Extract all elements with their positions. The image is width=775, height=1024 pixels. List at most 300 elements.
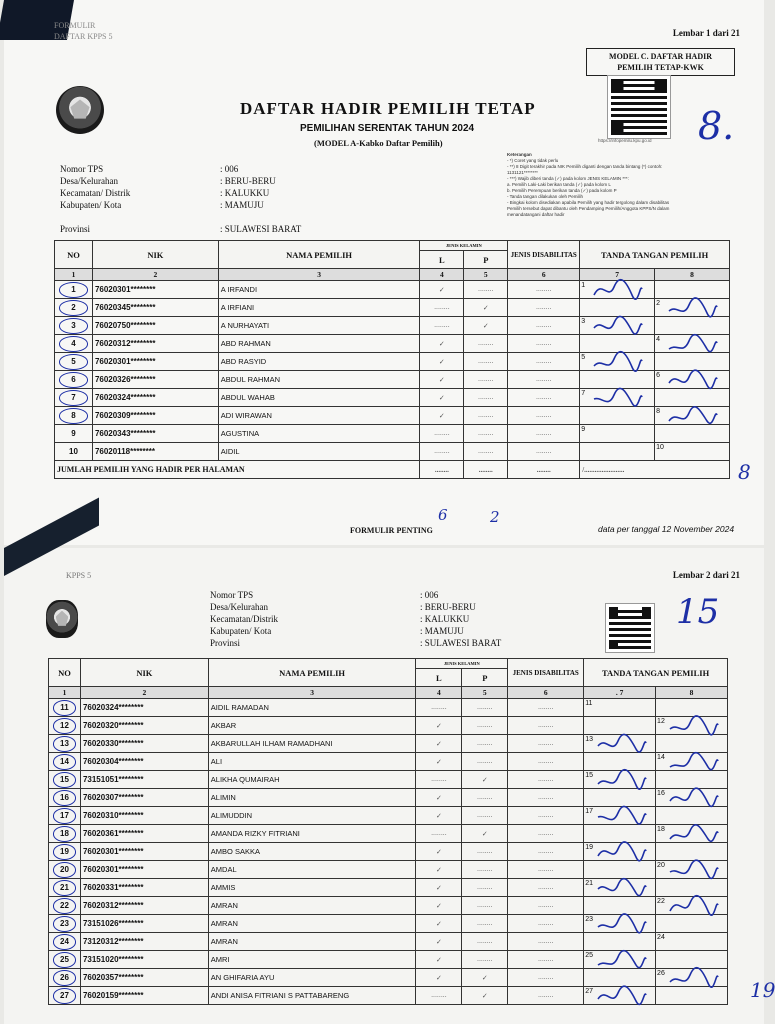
info-row [210, 614, 469, 624]
header-l: L [420, 251, 464, 269]
ink-circle [53, 844, 77, 860]
header-no: NO [49, 659, 81, 687]
col-index: 5 [464, 269, 508, 281]
header-disabilitas: JENIS DISABILITAS [508, 241, 580, 269]
header-nik: NIK [80, 659, 208, 687]
row-number: 9 [55, 425, 93, 443]
row-disabilitas: ........ [508, 987, 584, 1005]
voter-row [49, 699, 728, 717]
signature-scribble [596, 731, 648, 757]
row-gender-p: ........ [464, 353, 508, 371]
header-jenis-kelamin: JENIS KELAMIN [420, 241, 508, 251]
info-value: : 006 [420, 590, 439, 600]
row-disabilitas: ........ [508, 861, 584, 879]
row-disabilitas: ........ [508, 915, 584, 933]
signature-scribble [596, 875, 648, 901]
col-index: 6 [508, 687, 584, 699]
signature-slot-number: 4 [656, 336, 660, 343]
info-value: : 006 [220, 164, 239, 174]
info-label: Desa/Kelurahan [210, 602, 268, 612]
row-name: AIDIL RAMADAN [208, 699, 416, 717]
col-index: 3 [208, 687, 416, 699]
signature-slot-number: 6 [656, 372, 660, 379]
ink-circle [53, 772, 77, 788]
kpu-logo [46, 600, 78, 638]
row-number: 17 [49, 807, 81, 825]
handwritten-mark: 15 [676, 592, 720, 632]
col-index: 1 [49, 687, 81, 699]
row-disabilitas: ........ [508, 317, 580, 335]
signature-slot-number: 19 [585, 844, 593, 851]
row-number: 20 [49, 861, 81, 879]
row-disabilitas: ........ [508, 735, 584, 753]
row-gender-p: ✓ [464, 317, 508, 335]
header-nama: NAMA PEMILIH [208, 659, 416, 687]
row-nik: 76020324******** [92, 389, 218, 407]
signature-slot-number: 7 [581, 390, 586, 397]
row-disabilitas: ........ [508, 753, 584, 771]
ink-circle [59, 390, 89, 406]
footer-total-disabilitas: ........ [508, 461, 580, 479]
row-gender-p: ✓ [462, 771, 508, 789]
info-value: : MAMUJU [220, 200, 264, 210]
ink-circle [53, 880, 77, 896]
row-number: 12 [49, 717, 81, 735]
form-page-1 [4, 0, 764, 545]
signature-slot-number: 16 [657, 790, 665, 797]
info-label: Desa/Kelurahan [60, 176, 118, 186]
row-gender-l: ........ [416, 987, 462, 1005]
info-row [210, 638, 501, 648]
qr-code [608, 76, 670, 138]
signature-slot-number: 23 [585, 916, 593, 923]
row-gender-l: ........ [416, 699, 462, 717]
row-gender-l: ✓ [420, 371, 464, 389]
form-code-line-1: FORMULIR [54, 21, 96, 30]
info-label: Kecamatan/ Distrik [60, 188, 131, 198]
note-line: a. Pemilih Laki-Laki berikan tanda (✓) pada kolom L [507, 182, 611, 187]
header-ttd: TANDA TANGAN PEMILIH [580, 241, 730, 269]
header-disabilitas: JENIS DISABILITAS [508, 659, 584, 687]
row-name: AMRAN [208, 915, 416, 933]
row-disabilitas: ........ [508, 425, 580, 443]
page-subtitle: PEMILIHAN SERENTAK TAHUN 2024 [300, 123, 475, 134]
row-name: ALIMIN [208, 789, 416, 807]
signature-cell-even [655, 443, 730, 461]
row-nik: 76020324******** [80, 699, 208, 717]
signature-slot-number: 8 [656, 408, 660, 415]
row-number: 21 [49, 879, 81, 897]
row-number: 8 [55, 407, 93, 425]
col-index: 2 [80, 687, 208, 699]
row-number: 4 [55, 335, 93, 353]
row-gender-p: ........ [464, 425, 508, 443]
row-disabilitas: ........ [508, 371, 580, 389]
ink-circle [53, 988, 77, 1004]
signature-scribble [596, 911, 648, 937]
signature-scribble [668, 749, 720, 775]
row-gender-l: ........ [420, 299, 464, 317]
signature-scribble [667, 331, 719, 357]
page-title: DAFTAR HADIR PEMILIH TETAP [240, 99, 536, 118]
row-gender-l: ........ [420, 425, 464, 443]
row-number: 23 [49, 915, 81, 933]
row-disabilitas: ........ [508, 789, 584, 807]
voter-row [55, 443, 730, 461]
page-label: Lembar 2 dari 21 [672, 570, 740, 580]
row-nik: 76020345******** [92, 299, 218, 317]
col-index: 8 [655, 269, 730, 281]
row-name: ALI [208, 753, 416, 771]
row-name: ALIKHA QUMAIRAH [208, 771, 416, 789]
signature-slot-number: 9 [581, 426, 586, 433]
row-name: ABDUL RAHMAN [218, 371, 420, 389]
info-row [60, 176, 276, 186]
row-nik: 76020301******** [92, 353, 218, 371]
info-value: : KALUKKU [220, 188, 270, 198]
signature-slot-number: 15 [585, 772, 593, 779]
row-number: 10 [55, 443, 93, 461]
signature-cell-odd [584, 699, 656, 717]
header-nik: NIK [92, 241, 218, 269]
row-name: AMRAN [208, 933, 416, 951]
row-nik: 76020343******** [92, 425, 218, 443]
row-nik: 73151051******** [80, 771, 208, 789]
info-value: : SULAWESI BARAT [220, 224, 302, 234]
info-value: : BERU-BERU [220, 176, 276, 186]
row-number: 27 [49, 987, 81, 1005]
note-line: Keterangan [507, 152, 532, 157]
signature-slot-number: 5 [581, 354, 586, 361]
header-no: NO [55, 241, 93, 269]
header-nama: NAMA PEMILIH [218, 241, 420, 269]
row-disabilitas: ........ [508, 353, 580, 371]
row-gender-l: ........ [416, 825, 462, 843]
info-row [60, 200, 264, 210]
model-box-line-1: MODEL C. DAFTAR HADIR [609, 52, 712, 61]
note-line: Pemilih tersebut dapat dibantu oleh Pendamping Pemilih/Anggota KPPS/N dalam [507, 206, 670, 211]
signature-scribble [596, 839, 648, 865]
signature-slot-number: 3 [581, 318, 586, 325]
row-nik: 76020326******** [92, 371, 218, 389]
row-gender-l: ........ [416, 771, 462, 789]
ink-circle [53, 790, 77, 806]
row-gender-l: ✓ [420, 407, 464, 425]
handwritten-edge-mark: 19 [750, 978, 775, 1002]
row-gender-l: ✓ [420, 353, 464, 371]
ink-circle [53, 808, 77, 824]
info-row [60, 224, 301, 234]
row-name: ADI WIRAWAN [218, 407, 420, 425]
ink-circle [53, 718, 77, 734]
row-disabilitas: ........ [508, 299, 580, 317]
signature-slot-number: 18 [657, 826, 665, 833]
info-row [210, 602, 476, 612]
ink-circle [53, 736, 77, 752]
ink-circle [53, 700, 77, 716]
row-disabilitas: ........ [508, 897, 584, 915]
signature-slot-number: 22 [657, 898, 665, 905]
row-gender-l: ✓ [416, 735, 462, 753]
signature-slot-number: 13 [585, 736, 593, 743]
ink-circle [59, 372, 89, 388]
info-label: Nomor TPS [210, 590, 254, 600]
signature-scribble [592, 277, 644, 303]
row-number: 14 [49, 753, 81, 771]
col-index: 5 [462, 687, 508, 699]
signature-scribble [596, 983, 648, 1009]
signature-scribble [592, 313, 644, 339]
row-number: 13 [49, 735, 81, 753]
row-gender-l: ✓ [420, 335, 464, 353]
signature-slot-number: 12 [657, 718, 665, 725]
info-value: : BERU-BERU [420, 602, 476, 612]
row-number: 19 [49, 843, 81, 861]
row-gender-l: ✓ [416, 753, 462, 771]
col-index: 8 [656, 687, 728, 699]
signature-slot-number: 17 [585, 808, 593, 815]
footer-label: JUMLAH PEMILIH YANG HADIR PER HALAMAN [55, 461, 420, 479]
row-disabilitas: ........ [508, 969, 584, 987]
signature-slot-number: 24 [657, 934, 665, 941]
row-disabilitas: ........ [508, 281, 580, 299]
ink-circle [53, 826, 77, 842]
row-gender-p: ........ [462, 807, 508, 825]
row-gender-p: ........ [462, 861, 508, 879]
ink-circle [53, 754, 77, 770]
note-line: 1131121******** [507, 170, 538, 175]
row-nik: 76020357******** [80, 969, 208, 987]
note-line: menandatangani daftar hadir [507, 212, 565, 217]
col-index: 4 [420, 269, 464, 281]
row-gender-p: ........ [464, 389, 508, 407]
row-disabilitas: ........ [508, 389, 580, 407]
row-nik: 76020159******** [80, 987, 208, 1005]
row-nik: 73151020******** [80, 951, 208, 969]
note-line: - ***) Wajib diberi tanda (✓) pada kolom JENIS KELAMIN ***: [507, 176, 629, 181]
row-nik: 73151026******** [80, 915, 208, 933]
signature-scribble [668, 785, 720, 811]
row-nik: 76020301******** [80, 843, 208, 861]
qr-code [606, 604, 654, 652]
row-nik: 76020312******** [80, 897, 208, 915]
info-value: : SULAWESI BARAT [420, 638, 502, 648]
notes [507, 152, 737, 218]
row-name: ABD RAHMAN [218, 335, 420, 353]
row-gender-p: ........ [462, 843, 508, 861]
row-nik: 76020361******** [80, 825, 208, 843]
row-nik: 76020301******** [80, 861, 208, 879]
signature-scribble [668, 965, 720, 991]
row-gender-p: ........ [462, 699, 508, 717]
col-index: 6 [508, 269, 580, 281]
handwritten-mark: 8. [698, 104, 735, 148]
row-name: ALIMUDDIN [208, 807, 416, 825]
row-name: A IRFIANI [218, 299, 420, 317]
signature-scribble [667, 403, 719, 429]
note-line: b. Pemilih Perempuan berikan tanda (✓) pada kolom P [507, 188, 617, 193]
handwritten-total-right: 8 [738, 460, 751, 484]
signature-cell-odd [580, 425, 655, 443]
signature-scribble [596, 947, 648, 973]
row-disabilitas: ........ [508, 843, 584, 861]
signature-slot-number: 1 [581, 282, 586, 289]
row-name: AMMIS [208, 879, 416, 897]
row-gender-p: ........ [462, 789, 508, 807]
row-name: A NURHAYATI [218, 317, 420, 335]
header-l: L [416, 669, 462, 687]
row-gender-p: ........ [464, 335, 508, 353]
form-code: KPPS 5 [66, 571, 92, 580]
row-gender-l: ✓ [416, 789, 462, 807]
row-gender-l: ✓ [416, 807, 462, 825]
col-index: 2 [92, 269, 218, 281]
handwritten-total-p: 2 [490, 508, 500, 526]
note-line: - Tanda tangan dilakukan oleh Pemilih [507, 194, 583, 199]
note-line: - *) Coret yang tidak perlu [507, 158, 559, 163]
row-gender-p: ........ [462, 717, 508, 735]
info-label: Nomor TPS [60, 164, 104, 174]
ink-circle [59, 354, 89, 370]
row-name: AGUSTINA [218, 425, 420, 443]
col-index: 7 [580, 269, 655, 281]
row-disabilitas: ........ [508, 825, 584, 843]
row-name: A IRFANDI [218, 281, 420, 299]
signature-slot-number: 26 [657, 970, 665, 977]
ink-circle [59, 318, 89, 334]
header-jenis-kelamin: JENIS KELAMIN [416, 659, 508, 669]
row-number: 15 [49, 771, 81, 789]
row-gender-p: ........ [462, 951, 508, 969]
row-number: 11 [49, 699, 81, 717]
row-number: 16 [49, 789, 81, 807]
row-nik: 76020307******** [80, 789, 208, 807]
row-nik: 76020118******** [92, 443, 218, 461]
row-number: 22 [49, 897, 81, 915]
signature-scribble [668, 713, 720, 739]
note-line: - **) 8 Digit terakhir pada NIK Pemilih diganti dengan tanda bintang (*) contoh: [507, 164, 663, 169]
row-gender-p: ........ [462, 735, 508, 753]
row-gender-p: ✓ [462, 825, 508, 843]
row-disabilitas: ........ [508, 335, 580, 353]
info-row [210, 590, 438, 600]
info-label: Kabupaten/ Kota [210, 626, 272, 636]
ink-circle [53, 898, 77, 914]
row-gender-l: ✓ [416, 879, 462, 897]
row-disabilitas: ........ [508, 443, 580, 461]
signature-slot-number: 20 [657, 862, 665, 869]
row-gender-l: ✓ [416, 897, 462, 915]
row-gender-p: ........ [462, 933, 508, 951]
info-label: Kecamatan/Distrik [210, 614, 278, 624]
header-p: P [462, 669, 508, 687]
row-name: AMBO SAKKA [208, 843, 416, 861]
row-disabilitas: ........ [508, 771, 584, 789]
signature-scribble [592, 349, 644, 375]
row-number: 3 [55, 317, 93, 335]
row-gender-l: ✓ [416, 933, 462, 951]
row-nik: 76020750******** [92, 317, 218, 335]
row-gender-p: ........ [462, 897, 508, 915]
row-number: 2 [55, 299, 93, 317]
row-gender-p: ........ [464, 281, 508, 299]
signature-slot-number: 27 [585, 988, 593, 995]
ink-circle [53, 952, 77, 968]
signature-scribble [596, 803, 648, 829]
row-gender-p: ✓ [462, 987, 508, 1005]
footer-total-l: ........ [420, 461, 464, 479]
handwritten-total-l: 6 [438, 506, 448, 524]
row-name: AMDAL [208, 861, 416, 879]
row-number: 26 [49, 969, 81, 987]
row-gender-l: ✓ [420, 389, 464, 407]
row-name: AKBARULLAH ILHAM RAMADHANI [208, 735, 416, 753]
data-per-date: data per tanggal 12 November 2024 [598, 524, 735, 534]
row-nik: 76020304******** [80, 753, 208, 771]
note-line: - Bingkai kolom disediakan apabila Pemilih yang hadir tergolong dalam disabilitas [507, 200, 670, 205]
row-disabilitas: ........ [508, 933, 584, 951]
header-p: P [464, 251, 508, 269]
row-number: 25 [49, 951, 81, 969]
ink-circle [53, 934, 77, 950]
row-disabilitas: ........ [508, 717, 584, 735]
row-nik: 76020309******** [92, 407, 218, 425]
signature-scribble [667, 367, 719, 393]
ink-circle [53, 916, 77, 932]
ink-circle [53, 862, 77, 878]
row-number: 6 [55, 371, 93, 389]
row-gender-l: ✓ [416, 915, 462, 933]
row-nik: 76020330******** [80, 735, 208, 753]
footer-signature: /....................... [580, 461, 730, 479]
info-row [60, 188, 269, 198]
row-gender-p: ✓ [462, 969, 508, 987]
row-gender-p: ........ [464, 371, 508, 389]
row-name: ABD RASYID [218, 353, 420, 371]
row-disabilitas: ........ [508, 807, 584, 825]
row-name: AN GHIFARIA AYU [208, 969, 416, 987]
row-gender-p: ........ [462, 915, 508, 933]
row-nik: 76020310******** [80, 807, 208, 825]
info-label: Kabupaten/ Kota [60, 200, 122, 210]
signature-scribble [592, 385, 644, 411]
signature-slot-number: 14 [657, 754, 665, 761]
model-box [586, 48, 735, 76]
row-number: 1 [55, 281, 93, 299]
page-subtitle-2: (MODEL A-Kabko Daftar Pemilih) [314, 138, 443, 148]
row-nik: 76020320******** [80, 717, 208, 735]
signature-slot-number: 2 [656, 300, 660, 307]
info-label: Provinsi [60, 224, 91, 234]
page-label: Lembar 1 dari 21 [672, 28, 740, 38]
info-value: : MAMUJU [420, 626, 464, 636]
row-name: ANDI ANISA FITRIANI S PATTABARENG [208, 987, 416, 1005]
row-gender-p: ........ [464, 443, 508, 461]
signature-scribble [667, 295, 719, 321]
form-code-line-2: DAFTAR KPPS 5 [54, 32, 113, 41]
row-name: ABDUL WAHAB [218, 389, 420, 407]
signature-slot-number: 10 [656, 444, 664, 451]
ink-circle [53, 970, 77, 986]
kpu-logo [56, 86, 104, 134]
col-index: 4 [416, 687, 462, 699]
row-gender-p: ........ [462, 753, 508, 771]
ink-circle [59, 336, 89, 352]
row-name: AKBAR [208, 717, 416, 735]
row-disabilitas: ........ [508, 699, 584, 717]
info-value: : KALUKKU [420, 614, 470, 624]
info-row [60, 164, 238, 174]
